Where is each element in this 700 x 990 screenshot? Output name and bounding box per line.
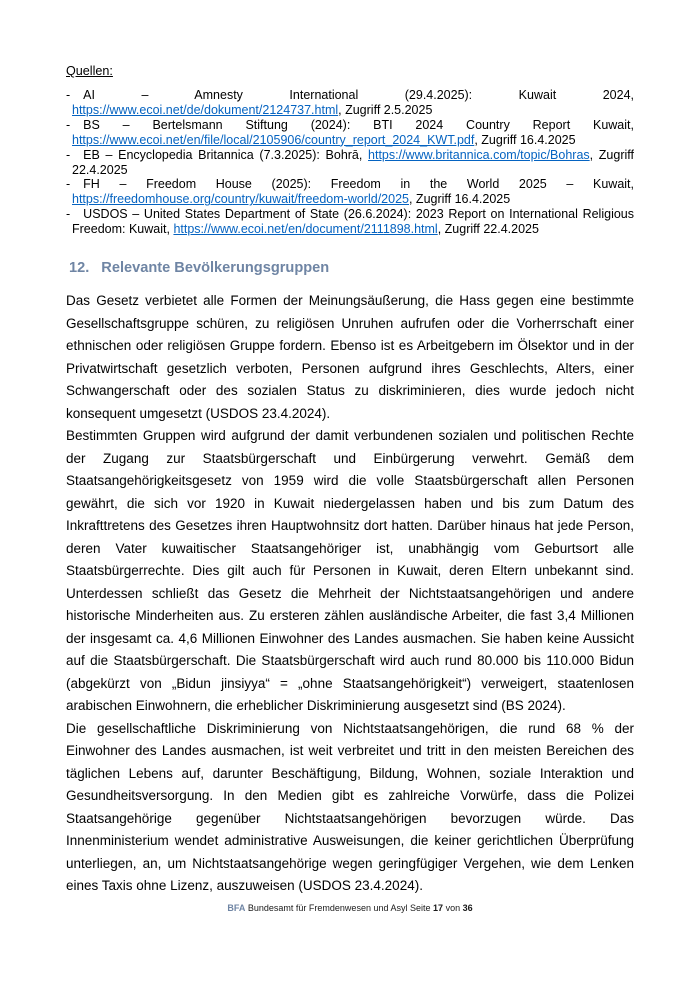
source-list-item	[66, 88, 634, 118]
footer-separator: von	[445, 903, 461, 913]
footer-page-label: Seite	[410, 903, 431, 913]
section-title: Relevante Bevölkerungsgruppen	[101, 260, 330, 277]
source-hyperlink[interactable]: https://www.britannica.com/topic/Bohras	[368, 147, 590, 162]
source-list-item	[66, 117, 634, 148]
bfa-logo-text: BFA	[227, 903, 246, 913]
body-paragraph: Das Gesetz verbietet alle Formen der Meinungsäußerung, die Hass gegen eine bestimmte Gesellschaftsgruppe schüren, zu religiösen Unruhen aufrufen oder die Vorherrschaft einer ethnischen oder religiösen Gruppe fordern. Ebenso ist es Arbeitgebern im Ölsektor und in der Privatwirtschaft gesetzlich verboten, Personen aufgrund ihres Geschlechts, Alters, einer Schwangerschaft oder des sozialen Status zu diskriminieren, dies wurde jedoch nicht konsequent umgesetzt (USDOS 23.4.2024).	[66, 293, 634, 421]
footer-office-name: Bundesamt für Fremdenwesen und Asyl	[247, 903, 408, 913]
source-list-item	[66, 177, 634, 207]
source-citation-text: USDOS – United States Department of State (26.6.2024): 2023 Report on International Religious Freedom: Kuwait,	[72, 207, 634, 237]
body-paragraph: Die gesellschaftliche Diskriminierung von Nichtstaatsangehörigen, die rund 68 % der Einwohner des Landes ausmachen, ist weit verbreitet und tritt in den meisten Bereichen des täglichen Lebens auf, darunter Beschäftigung, Bildung, Wohnen, soziale Interaktion und Gesundheitsversorgung. In den Medien gibt es zahlreiche Vorwürfe, dass die Polizei Staatsangehörige gegenüber Nichtstaatsangehörigen bevorzugen würde. Das Innenministerium wendet administrative Ausweisungen, die keiner gerichtlichen Überprüfung unterliegen, an, um Nichtstaatsangehörige wegen geringfügiger Vergehen, wie dem Lenken eines Taxis ohne Lizenz, auszuweisen (USDOS 23.4.2024).	[66, 720, 634, 894]
section-number: 12.	[69, 260, 90, 277]
list-dash-bullet: -	[66, 207, 71, 222]
source-citation-text: BS – Bertelsmann Stiftung (2024): BTI 2024 Country Report Kuwait,	[83, 117, 634, 132]
source-access-date: , Zugriff 16.4.2025	[408, 192, 511, 207]
source-citation-text: FH – Freedom House (2025): Freedom in the World 2025 – Kuwait,	[83, 177, 634, 192]
source-access-date: , Zugriff 16.4.2025	[474, 132, 576, 147]
source-hyperlink[interactable]: https://freedomhouse.org/country/kuwait/freedom-world/2025	[72, 192, 409, 207]
page-footer	[0, 903, 700, 914]
list-dash-bullet: -	[66, 88, 71, 102]
source-hyperlink[interactable]: https://www.ecoi.net/de/dokument/2124737.html	[72, 102, 339, 117]
source-list-item	[66, 147, 634, 178]
source-citation-text: AI – Amnesty International (29.4.2025): Kuwait 2024,	[83, 88, 634, 102]
source-access-date: , Zugriff 2.5.2025	[338, 102, 433, 117]
source-list-item	[66, 207, 634, 237]
source-access-date: , Zugriff 22.4.2025	[72, 147, 634, 177]
list-dash-bullet: -	[66, 117, 71, 132]
body-paragraph: Bestimmten Gruppen wird aufgrund der damit verbundenen sozialen und politischen Rechte der Zugang zur Staatsbürgerschaft und Einbürgerung verwehrt. Gemäß dem Staatsangehörigkeitsgesetz von 1959 wird die volle Staatsbürgerschaft allen Personen gewährt, die sich vor 1920 in Kuwait niedergelassen haben und bis zum Datum des Inkrafttretens des Gesetzes ihren Hauptwohnsitz dort hatten. Darüber hinaus hat jede Person, deren Vater kuwaitischer Staatsangehöriger ist, unabhängig vom Geburtsort alle Staatsbürgerrechte. Dies gilt auch für Personen in Kuwait, deren Eltern unbekannt sind. Unterdessen schließt das Gesetz die Mehrheit der Nichtstaatsangehörigen und andere historische Minderheiten aus. Zu ersteren zählen ausländische Arbeiter, die fast 3,4 Millionen der insgesamt ca. 4,6 Millionen Einwohner des Landes ausmachen. Sie haben keine Aussicht auf die Staatsbürgerschaft. Die Staatsbürgerschaft wird auch rund 80.000 bis 110.000 Bidun (abgekürzt von „Bidun jinsiyya“ = „ohne Staatsangehörigkeit“) verweigert, staatenlosen arabischen Einwohnern, die erheblicher Diskriminierung ausgesetzt sind (BS 2024).	[66, 428, 634, 714]
footer-page-number: 17	[433, 903, 444, 913]
source-hyperlink[interactable]: https://www.ecoi.net/en/document/2111898.html	[173, 222, 438, 237]
list-dash-bullet: -	[66, 147, 71, 162]
sources-heading: Quellen:	[66, 64, 113, 78]
section-heading	[69, 260, 634, 277]
list-dash-bullet: -	[66, 177, 71, 192]
source-hyperlink[interactable]: https://www.ecoi.net/en/file/local/2105906/country_report_2024_KWT.pdf	[72, 132, 475, 147]
sources-list	[66, 88, 634, 237]
body-text	[66, 290, 634, 898]
footer-total-pages: 36	[462, 903, 473, 913]
source-citation-text: EB – Encyclopedia Britannica (7.3.2025): Bohrā,	[83, 147, 369, 162]
source-access-date: , Zugriff 22.4.2025	[437, 222, 539, 237]
